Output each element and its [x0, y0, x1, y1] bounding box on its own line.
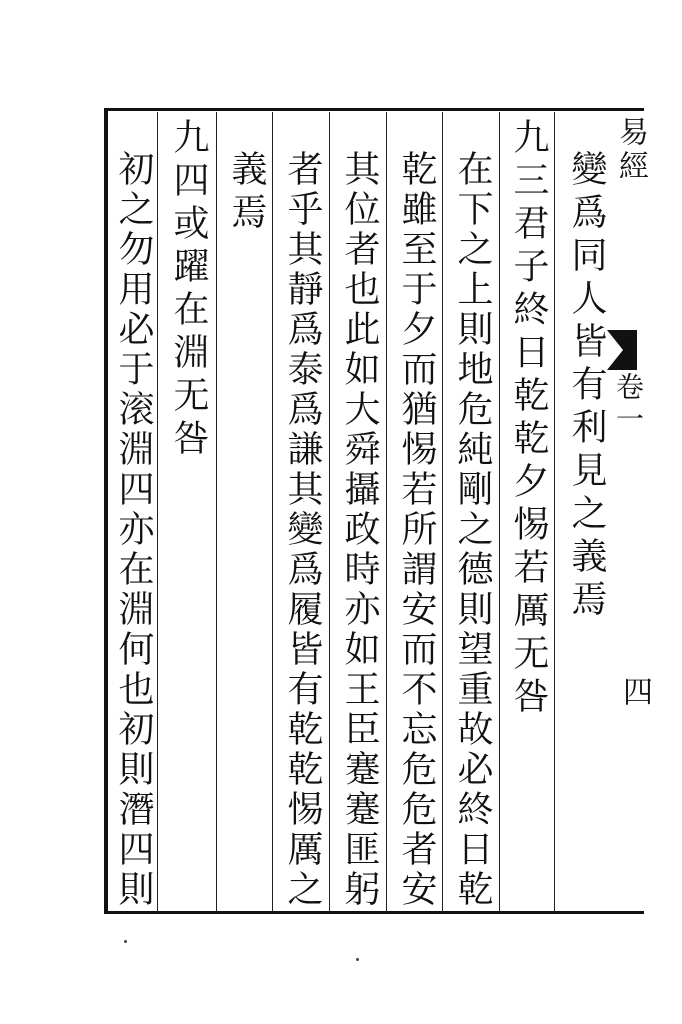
text-column-8: 九四或躍在淵无咎	[168, 118, 209, 462]
margin-title: 易經	[613, 116, 648, 184]
page-number: 四	[617, 676, 652, 706]
ink-speck	[124, 940, 127, 943]
text-column-1: 變爲同人皆有利見之義焉	[566, 150, 607, 623]
column-rule	[329, 112, 330, 912]
margin-volume: 卷一	[612, 372, 645, 436]
column-rule	[442, 112, 443, 912]
column-rule	[272, 112, 273, 912]
text-column-9: 初之勿用必于滚淵四亦在淵何也初則潛四則	[113, 150, 154, 910]
column-rule	[386, 112, 387, 912]
text-column-5: 其位者也此如大舜攝政時亦如王臣蹇蹇匪躬	[339, 150, 380, 910]
text-column-4: 乾雖至于夕而猶惕若所謂安而不忘危危者安	[396, 150, 437, 910]
ink-speck	[356, 958, 359, 961]
text-column-7: 義焉	[226, 150, 267, 236]
text-column-2: 九三君子終日乾乾夕惕若厲无咎	[508, 118, 549, 720]
column-rule	[157, 112, 158, 912]
text-column-6: 者乎其靜爲泰爲謙其變爲履皆有乾乾惕厲之	[282, 150, 323, 910]
text-column-3: 在下之上則地危純剛之德則望重故必終日乾	[452, 150, 493, 910]
column-rule	[554, 112, 555, 912]
fish-tail-mark-icon	[605, 328, 639, 372]
column-rule	[499, 112, 500, 912]
column-rule	[216, 112, 217, 912]
